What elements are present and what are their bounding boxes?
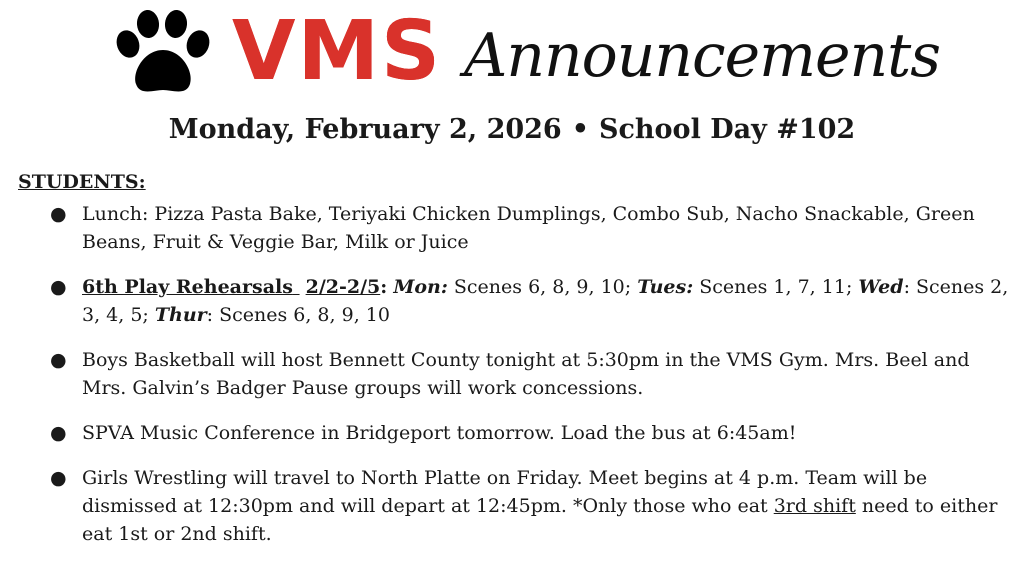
list-item-lunch	[0, 200, 1010, 256]
wed-label: Wed	[858, 276, 904, 298]
thur-text: : Scenes 6, 8, 9, 10	[206, 304, 390, 326]
dateline	[0, 112, 1024, 148]
vms-logo: VMS	[232, 4, 443, 99]
mon-label: Mon:	[393, 276, 448, 298]
list-item-wrestling	[0, 464, 1010, 548]
school-day: School Day #102	[598, 114, 856, 145]
date-text: Monday, February 2, 2026	[168, 114, 562, 145]
thur-label: Thur	[154, 304, 207, 326]
wrestling-shift: 3rd shift	[773, 495, 856, 517]
header	[0, 4, 1024, 104]
announcements-title: Announcements	[464, 21, 941, 91]
bullet-icon: ●	[50, 276, 67, 298]
tues-text: Scenes 1, 7, 11;	[693, 276, 859, 298]
bullet-separator: •	[571, 114, 589, 145]
spva-text: SPVA Music Conference in Bridgeport tomorrow. Load the bus at 6:45am!	[82, 422, 797, 444]
bullet-icon: ●	[50, 467, 67, 489]
list-item-play	[0, 273, 1010, 329]
play-colon: :	[380, 276, 388, 298]
wrestling-text-before: Girls Wrestling will travel to North Platte on Friday. Meet begins at 4 p.m. Team will be dismissed at 12:30pm and will depart at 12:45pm. *Only those who eat	[82, 467, 928, 517]
announcement-list	[0, 200, 1010, 565]
play-title: 6th Play Rehearsals	[82, 276, 293, 298]
paw-print-icon	[114, 10, 214, 98]
lunch-text: Lunch: Pizza Pasta Bake, Teriyaki Chicken Dumplings, Combo Sub, Nacho Snackable, Green Beans, Fruit & Veggie Bar, Milk or Juice	[82, 203, 975, 253]
play-dates: 2/2-2/5	[305, 276, 381, 298]
tues-label: Tues:	[637, 276, 694, 298]
bullet-icon: ●	[50, 422, 67, 444]
list-item-spva	[0, 419, 1010, 447]
bullet-icon: ●	[50, 349, 67, 371]
mon-text: Scenes 6, 8, 9, 10;	[447, 276, 638, 298]
wed-text: : Scenes 2, 3, 4, 5;	[82, 276, 1009, 326]
section-title: STUDENTS:	[18, 171, 146, 193]
bullet-icon: ●	[50, 203, 67, 225]
wrestling-text-after: need to either eat 1st or 2nd shift.	[82, 495, 998, 545]
basketball-text: Boys Basketball will host Bennett County tonight at 5:30pm in the VMS Gym. Mrs. Beel and Mrs. Galvin’s Badger Pause groups will work concessions.	[82, 349, 970, 399]
list-item-basketball	[0, 346, 1010, 402]
